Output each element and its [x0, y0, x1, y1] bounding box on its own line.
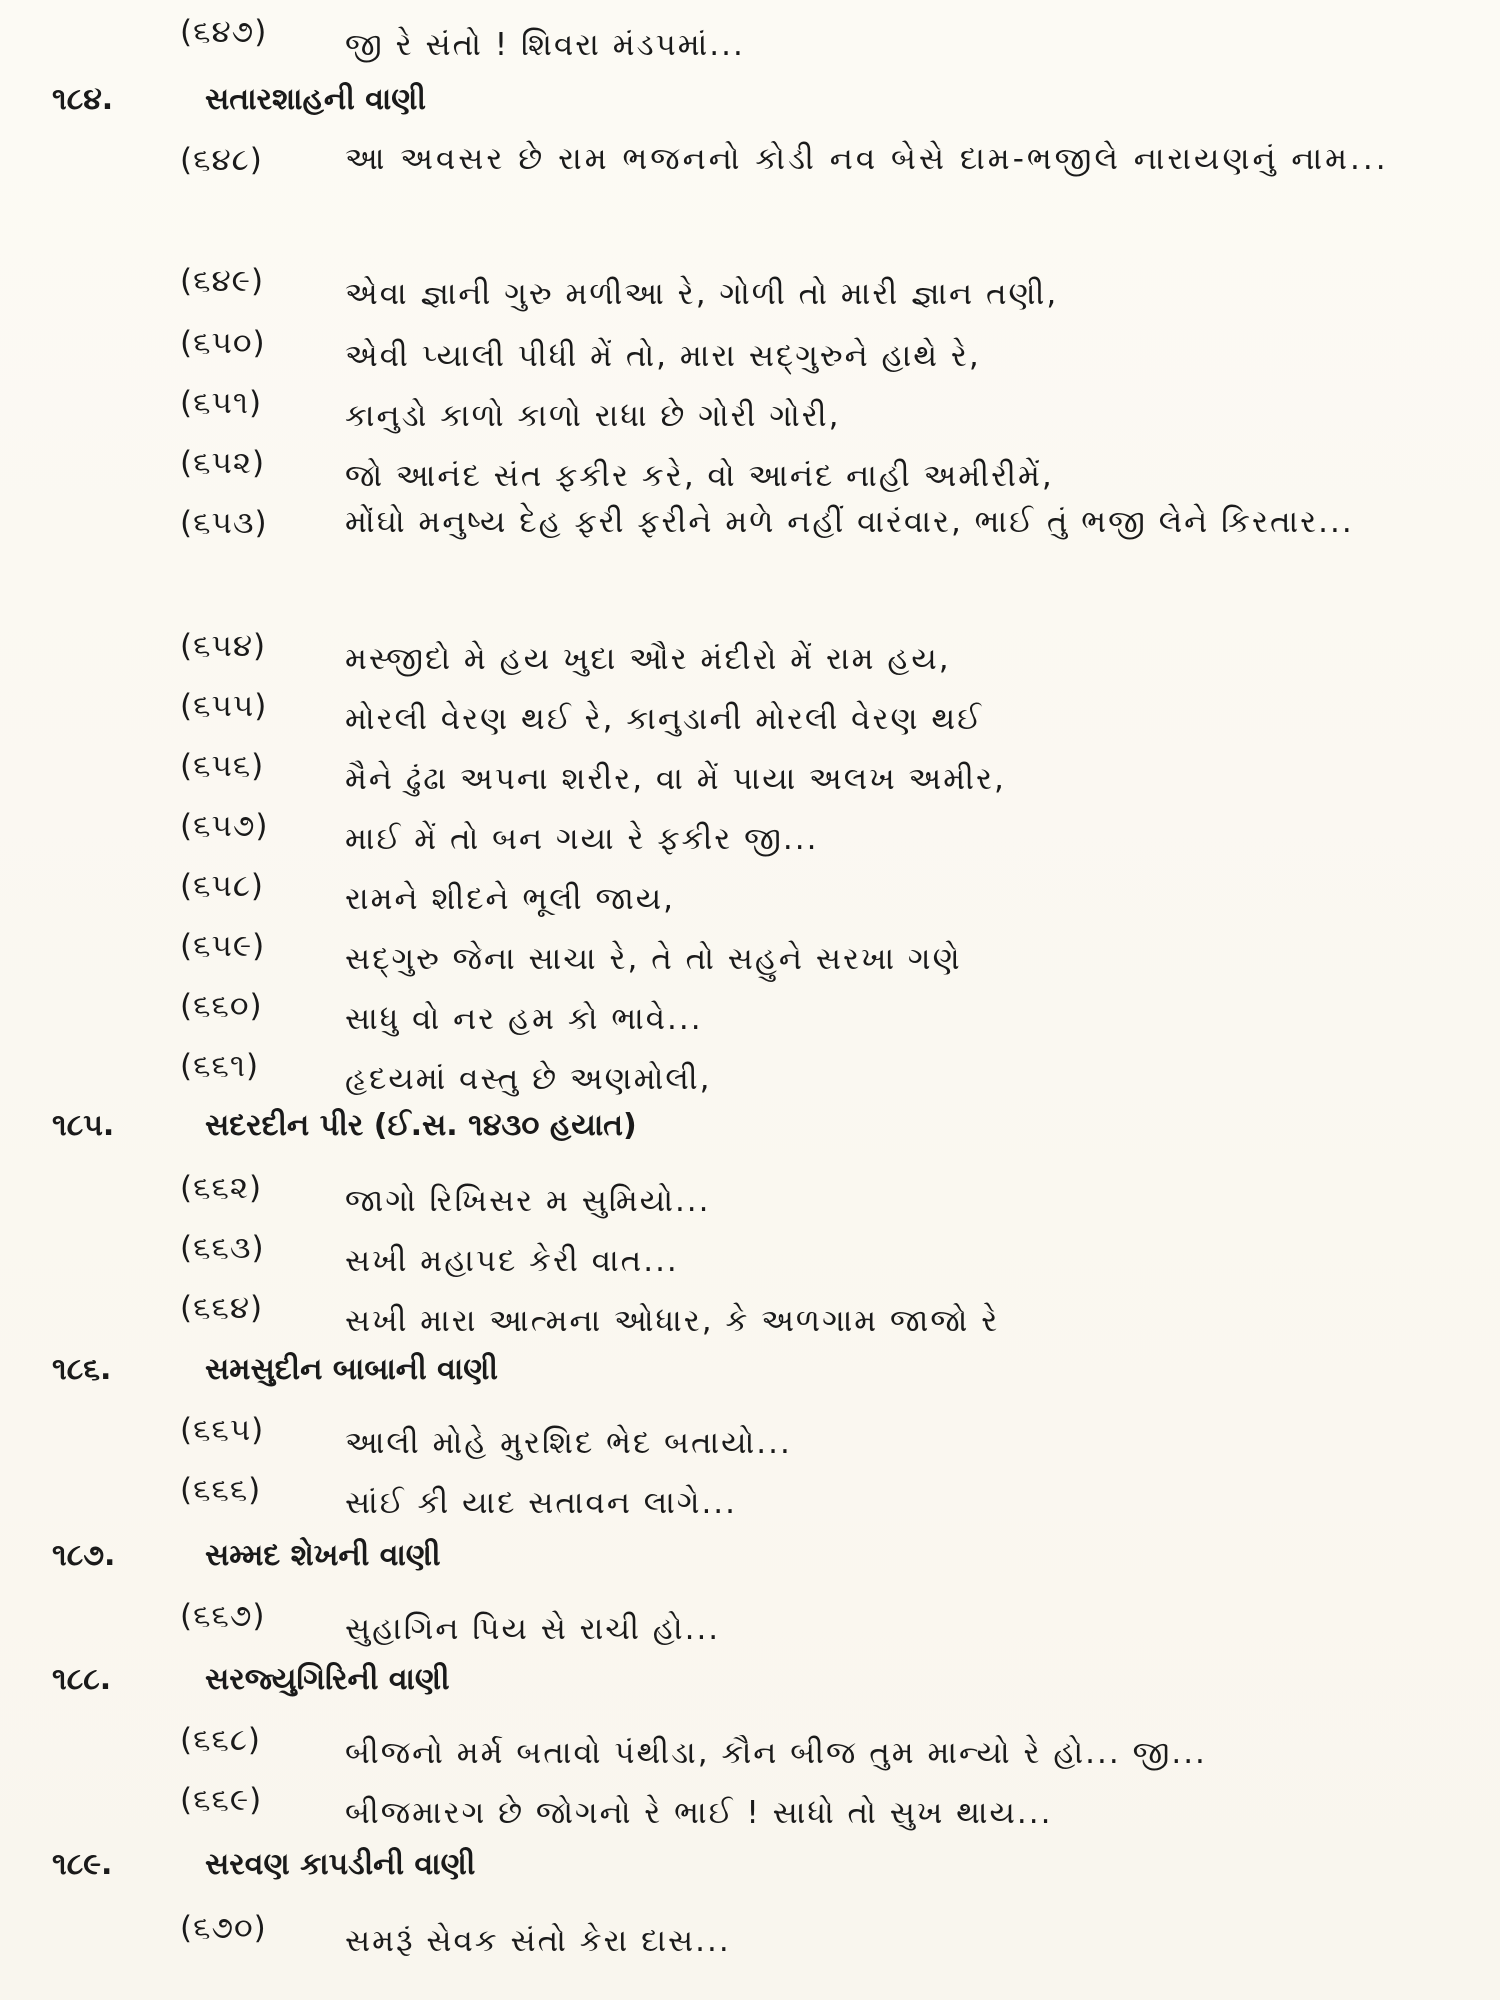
- entry-number: (૬૪૮): [180, 142, 263, 178]
- section-title: સરવણ કાપડીની વાણી: [205, 1847, 476, 1882]
- section-number: ૧૮૯.: [52, 1847, 113, 1882]
- entry-number: (૬૬૮): [180, 1722, 261, 1758]
- entry-text: બીજનો મર્મ બતાવો પંથીડા, કૌન બીજ તુમ માન્યો રે હો... જી...: [345, 1735, 1207, 1771]
- section-title: સતારશાહની વાણી: [205, 82, 427, 117]
- entry-number: (૬૫૭): [180, 808, 269, 844]
- entry-text: માઈ મેં તો બન ગયા રે ફકીર જી...: [345, 821, 819, 857]
- entry-text: કાનુડો કાળો કાળો રાધા છે ગોરી ગોરી,: [345, 398, 841, 434]
- entry-number: (૬૫૧): [180, 385, 263, 421]
- entry-text: સખી મહાપદ કેરી વાત...: [345, 1243, 679, 1279]
- entry-number: (૬૪૯): [180, 263, 265, 299]
- entry-number: (૬૬૩): [180, 1230, 265, 1266]
- section-number: ૧૮૫.: [52, 1108, 115, 1143]
- entry-number: (૬૬૫): [180, 1412, 265, 1448]
- entry-text: આ અવસર છે રામ ભજનનો કોડી નવ બેસે દામ-ભજીલે નારાયણનું નામ...: [345, 141, 1389, 177]
- entry-text: જી રે સંતો ! શિવરા મંડપમાં...: [345, 27, 745, 63]
- entry-text: એવા જ્ઞાની ગુરુ મળીઆ રે, ગોળી તો મારી જ્ઞાન તણી,: [345, 276, 1059, 312]
- section-title: સરજ્યુગિરિની વાણી: [205, 1662, 450, 1697]
- entry-text: સમરૂં સેવક સંતો કેરા દાસ...: [345, 1923, 731, 1959]
- entry-number: (૬૬૪): [180, 1290, 264, 1326]
- entry-number: (૬૪૭): [180, 14, 268, 50]
- entry-text: મૈને ઢુંઢા અપના શરીર, વા મેં પાયા અલખ અમીર,: [345, 761, 1006, 797]
- entry-text: સદ્‌ગુરુ જેના સાચા રે, તે તો સહુને સરખા ગણે: [345, 941, 962, 977]
- entry-text: સખી મારા આત્મના ઓધાર, કે અળગામ જાજો રે: [345, 1303, 1000, 1339]
- section-title: સમસુદીન બાબાની વાણી: [205, 1352, 498, 1387]
- entry-number: (૬૫૪): [180, 628, 267, 664]
- entry-number: (૬૫૫): [180, 688, 268, 724]
- entry-number: (૬૬૯): [180, 1782, 263, 1818]
- section-number: ૧૮૮.: [52, 1662, 112, 1697]
- section-title: સદરદીન પીર (ઈ.સ. ૧૪૩૦ હયાત): [205, 1108, 637, 1143]
- entry-number: (૬૭૦): [180, 1910, 267, 1946]
- entry-text: એવી પ્યાલી પીધી મેં તો, મારા સદ્‌ગુરુને હાથે રે,: [345, 338, 981, 374]
- entry-text: રામને શીદને ભૂલી જાય,: [345, 881, 676, 917]
- section-number: ૧૮૭.: [52, 1538, 116, 1573]
- entry-text: સુહાગિન પિય સે રાચી હો...: [345, 1611, 721, 1647]
- entry-text: આલી મોહે મુરશિદ ભેદ બતાયો...: [345, 1425, 792, 1461]
- entry-number: (૬૬૧): [180, 1048, 260, 1084]
- entry-text: હૃદયમાં વસ્તુ છે અણમોલી,: [345, 1061, 712, 1097]
- entry-text: સાંઈ કી યાદ સતાવન લાગે...: [345, 1485, 738, 1521]
- entry-number: (૬૫૮): [180, 868, 264, 904]
- entry-number: (૬૫૬): [180, 748, 265, 784]
- entry-text: મોંઘો મનુષ્ય દેહ ફરી ફરીને મળે નહીં વારંવાર, ભાઈ તું ભજી લેને કિરતાર...: [345, 504, 1354, 540]
- entry-number: (૬૬૦): [180, 988, 263, 1024]
- section-number: ૧૮૪.: [52, 82, 114, 117]
- entry-number: (૬૫૯): [180, 928, 266, 964]
- entry-number: (૬૫૨): [180, 445, 266, 481]
- entry-number: (૬૫૦): [180, 325, 266, 361]
- section-number: ૧૮૬.: [52, 1352, 112, 1387]
- entry-number: (૬૬૬): [180, 1472, 262, 1508]
- entry-text: મસ્જીદો મે હય ખુદા ઔર મંદીરો મેં રામ હય,: [345, 641, 951, 677]
- entry-number: (૬૬૭): [180, 1598, 266, 1634]
- entry-text: મોરલી વેરણ થઈ રે, કાનુડાની મોરલી વેરણ થઈ: [345, 701, 984, 737]
- entry-number: (૬૬૨): [180, 1170, 263, 1206]
- section-title: સમ્મદ શેખની વાણી: [205, 1538, 441, 1573]
- entry-number: (૬૫૩): [180, 505, 268, 541]
- entry-text: જો આનંદ સંત ફકીર કરે, વો આનંદ નાહી અમીરીમેં,: [345, 458, 1054, 494]
- entry-text: જાગો રિખિસર મ સુમિયો...: [345, 1183, 711, 1219]
- entry-text: સાધુ વો નર હમ કો ભાવે...: [345, 1001, 703, 1037]
- entry-text: બીજમારગ છે જોગનો રે ભાઈ ! સાધો તો સુખ થાય...: [345, 1795, 1053, 1831]
